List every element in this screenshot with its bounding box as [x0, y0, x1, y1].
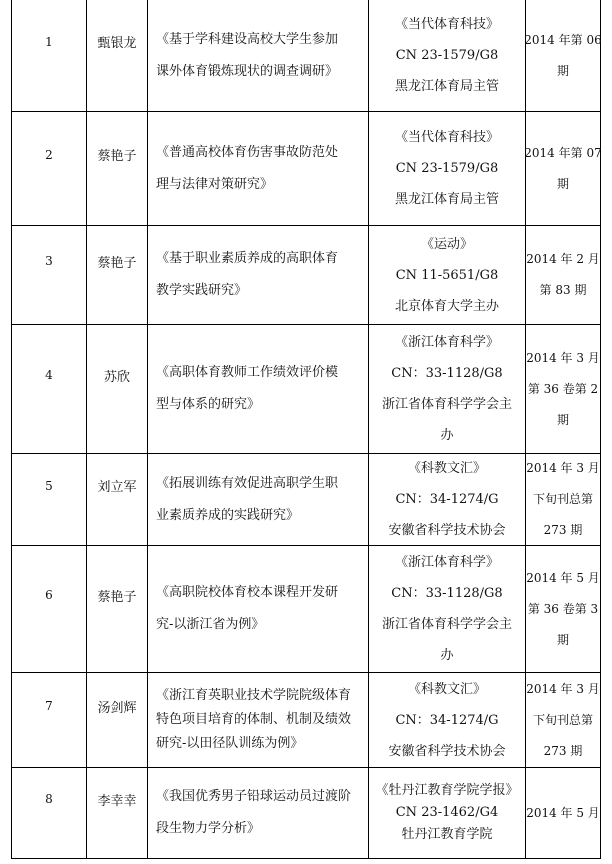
- issue-line: 273 期: [543, 743, 583, 758]
- journal-line: 《浙江体育科学》: [394, 555, 499, 570]
- row-number: [11, 112, 87, 225]
- paper-title-line: 教学实践研究》: [156, 283, 248, 298]
- author-cell: [87, 226, 147, 324]
- issue-line: 下旬刊总第: [532, 492, 593, 506]
- paper-title-cell: [147, 112, 369, 225]
- paper-title-line: 《普通高校体育伤害事故防范处: [156, 144, 339, 160]
- author-cell: [87, 0, 147, 111]
- row-number: [11, 325, 87, 453]
- issue-line: 2014 年 3 月: [526, 350, 600, 365]
- paper-title-line: 《拓展训练有效促进高职学生职: [156, 475, 339, 491]
- row-number-text: 2: [45, 147, 53, 162]
- journal-cell: [369, 454, 525, 545]
- journal-line: CN：34-1274/G: [395, 492, 499, 507]
- journal-line: 《运动》: [420, 236, 473, 252]
- issue-line: 2014 年 2 月: [526, 252, 600, 266]
- issue-line: 2014 年第 06: [524, 32, 602, 47]
- paper-title-line: 特色项目培育的体制、机制及绩效: [156, 712, 352, 727]
- issue-line: 2014 年 5 月: [526, 805, 600, 820]
- journal-line: 《科教文汇》: [407, 461, 486, 476]
- journal-line: CN 11-5651/G8: [395, 267, 499, 283]
- row-number-text: 3: [45, 254, 53, 268]
- row-number-text: 5: [45, 478, 53, 493]
- issue-line: 第 36 卷第 3: [527, 601, 599, 616]
- paper-title-cell: [147, 768, 369, 858]
- author-cell: [87, 673, 147, 767]
- row-number: [11, 768, 87, 858]
- journal-cell: [369, 325, 525, 453]
- journal-line: CN：34-1274/G: [395, 712, 499, 728]
- journal-line: 《当代体育科技》: [394, 17, 499, 32]
- journal-line: CN：33-1128/G8: [391, 366, 503, 381]
- paper-title-line: 《高职院校体育校本课程开发研: [156, 585, 339, 600]
- journal-cell: [369, 0, 525, 111]
- journal-cell: [369, 768, 525, 858]
- journal-line: 浙江省体育科学学会主: [381, 397, 512, 412]
- author-name: 苏欣: [103, 369, 130, 385]
- journal-line: 《牡丹江教育学院学报》: [375, 783, 519, 798]
- author-cell: [87, 454, 147, 545]
- paper-title-cell: [147, 325, 369, 453]
- author-cell: [87, 325, 147, 453]
- row-number-text: 6: [45, 588, 53, 602]
- journal-line: CN 23-1579/G8: [395, 48, 499, 63]
- issue-cell: [525, 325, 601, 453]
- journal-line: 《科教文汇》: [407, 681, 486, 697]
- paper-title-line: 《浙江育英职业技术学院院级体育: [156, 688, 352, 703]
- journal-line: 黑龙江体育局主管: [394, 79, 499, 94]
- author-name: 蔡艳子: [97, 589, 137, 605]
- row-number: [11, 226, 87, 324]
- author-name: 汤剑辉: [97, 700, 137, 716]
- paper-title-line: 课外体育锻炼现状的调查调研》: [156, 63, 339, 79]
- publication-table: [11, 0, 601, 859]
- row-number: [11, 673, 87, 767]
- table-row: [11, 673, 601, 768]
- journal-line: 办: [440, 428, 454, 443]
- row-number-text: 7: [45, 699, 53, 713]
- paper-title-line: 《我国优秀男子铅球运动员过渡阶: [156, 789, 352, 804]
- paper-title-cell: [147, 226, 369, 324]
- row-number-text: 1: [45, 34, 53, 49]
- journal-line: 北京体育大学主办: [394, 298, 499, 314]
- journal-line: 办: [440, 648, 454, 663]
- row-number: [11, 454, 87, 545]
- issue-cell: [525, 673, 601, 767]
- journal-cell: [369, 226, 525, 324]
- paper-title-line: 业素质养成的实践研究》: [156, 507, 300, 523]
- issue-line: 期: [556, 63, 569, 78]
- paper-title-line: 段生物力学分析》: [156, 821, 261, 836]
- paper-title-cell: [147, 546, 369, 672]
- journal-cell: [369, 112, 525, 225]
- issue-cell: [525, 0, 601, 111]
- journal-cell: [369, 673, 525, 767]
- journal-line: CN 23-1579/G8: [395, 161, 499, 176]
- issue-cell: [525, 454, 601, 545]
- issue-line: 期: [556, 632, 569, 647]
- journal-line: CN：33-1128/G8: [391, 586, 503, 601]
- paper-title-line: 《基于学科建设高校大学生参加: [156, 31, 339, 47]
- issue-line: 2014 年 3 月: [526, 681, 600, 696]
- table-row: [11, 226, 601, 325]
- table-row: [11, 0, 601, 112]
- author-name: 甄银龙: [97, 36, 137, 51]
- paper-title-line: 《高职体育教师工作绩效评价模: [156, 365, 339, 380]
- author-cell: [87, 768, 147, 858]
- journal-cell: [369, 546, 525, 672]
- journal-line: 牡丹江教育学院: [401, 827, 493, 842]
- journal-line: 《当代体育科技》: [394, 130, 499, 145]
- issue-line: 下旬刊总第: [532, 712, 593, 727]
- issue-line: 2014 年 3 月: [526, 461, 600, 475]
- paper-title-line: 《基于职业素质养成的高职体育: [156, 251, 339, 266]
- paper-title-cell: [147, 454, 369, 545]
- paper-title-line: 究-以浙江省为例》: [156, 617, 265, 632]
- paper-title-line: 理与法律对策研究》: [156, 176, 274, 192]
- row-number: [11, 546, 87, 672]
- issue-cell: [525, 226, 601, 324]
- journal-line: 浙江省体育科学学会主: [381, 617, 512, 632]
- paper-title-cell: [147, 673, 369, 767]
- journal-line: 安徽省科学技术协会: [388, 743, 506, 759]
- author-name: 李幸幸: [97, 793, 137, 809]
- issue-cell: [525, 546, 601, 672]
- issue-line: 2014 年 5 月: [526, 570, 600, 585]
- table-row: [11, 768, 601, 859]
- journal-line: 《浙江体育科学》: [394, 335, 499, 350]
- author-name: 刘立军: [97, 480, 137, 495]
- issue-line: 第 83 期: [539, 283, 587, 297]
- issue-line: 273 期: [543, 523, 583, 537]
- issue-line: 期: [556, 176, 569, 191]
- table-row: [11, 325, 601, 454]
- row-number-text: 4: [45, 368, 53, 382]
- row-number-text: 8: [45, 792, 53, 806]
- issue-cell: [525, 768, 601, 858]
- table-row: [11, 454, 601, 546]
- author-cell: [87, 112, 147, 225]
- journal-line: 安徽省科学技术协会: [388, 523, 506, 538]
- author-cell: [87, 546, 147, 672]
- issue-line: 第 36 卷第 2: [527, 381, 599, 396]
- table-row: [11, 112, 601, 226]
- paper-title-cell: [147, 0, 369, 111]
- journal-line: 黑龙江体育局主管: [394, 192, 499, 207]
- author-name: 蔡艳子: [97, 255, 137, 271]
- issue-line: 2014 年第 07: [524, 145, 602, 160]
- journal-line: CN 23-1462/G4: [395, 805, 499, 820]
- paper-title-line: 型与体系的研究》: [156, 397, 261, 412]
- author-name: 蔡艳子: [97, 149, 137, 164]
- issue-line: 期: [556, 412, 569, 427]
- issue-cell: [525, 112, 601, 225]
- table-row: [11, 546, 601, 673]
- paper-title-line: 研究-以田径队训练为例》: [156, 736, 304, 751]
- row-number: [11, 0, 87, 111]
